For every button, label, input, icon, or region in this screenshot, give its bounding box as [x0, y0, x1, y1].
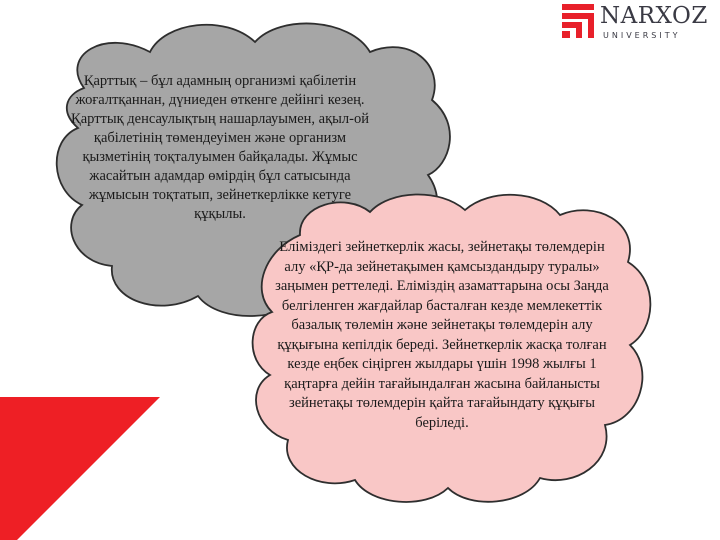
logo-subtitle: UNIVERSITY: [603, 31, 681, 40]
grey-cloud-text: Қарттық – бұл адамның организмі қабілетін жоғалтқаннан, дүниеден өткенге дейінгі кезең. Қарттық денсаулықтың нашарлауымен, ақыл-ой қабілетінің төмендеуімен және организм қызметінің тоқталуымен байқалады. Жұмыс жасайтын адамдар өмірдің бұл сатысында жұмысын тоқтатып, зейнеткерлікке кетуге құқылы.: [71, 73, 369, 222]
pink-cloud-text: Еліміздегі зейнеткерлік жасы, зейнетақы төлемдерін алу «ҚР-да зейнетақымен қамсыздандыру туралы» заңымен реттеледі. Еліміздің азаматтарына осы Заңда белгіленген жағдайлар басталған кезде мемлекеттік базалық төлемін және зейнетақы төлемдерін алу құқығына кепілдік береді. Зейнеткерлік жасқа толған кезде еңбек сіңірген жылдары үшін 1998 жылғы 1 қаңтарға дейін тағайындалған жасына байланысты зейнетақы төлемдерін қайта тағайындату құқығы беріледі.: [275, 239, 609, 431]
logo-name: NARXOZ: [600, 3, 708, 29]
